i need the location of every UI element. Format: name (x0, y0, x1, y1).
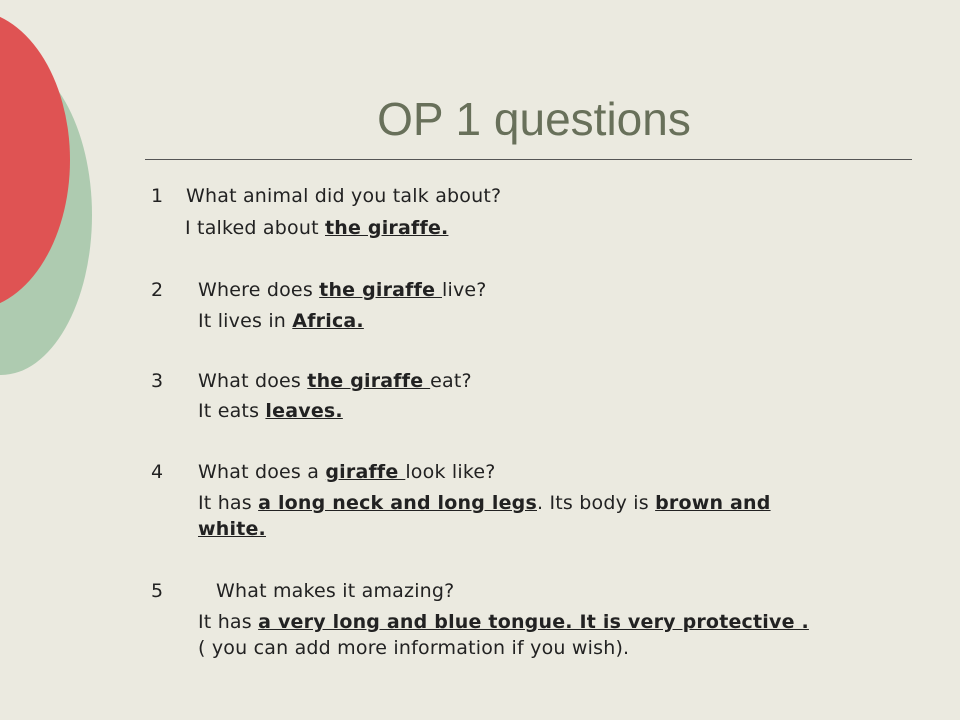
question-number: 4 (151, 461, 164, 483)
answer-5-continued: ( you can add more information if you wish). (198, 637, 630, 659)
answer-2 (198, 310, 364, 332)
question-text: What makes it amazing? (216, 580, 455, 602)
answer-text: I talked about (185, 217, 325, 239)
question-1 (151, 185, 502, 207)
question-number: 5 (151, 580, 164, 602)
question-number: 3 (151, 370, 164, 392)
answer-keyword: leaves. (265, 400, 343, 422)
answer-keyword: white. (198, 518, 266, 540)
question-2 (151, 279, 487, 301)
answer-text: It has (198, 492, 259, 514)
question-keyword: giraffe (325, 461, 406, 483)
answer-text: It lives in (198, 310, 293, 332)
answer-text: It eats (198, 400, 266, 422)
question-text: What animal did you talk about? (186, 185, 502, 207)
answer-keyword: a long neck and long legs (258, 492, 537, 514)
question-keyword: the giraffe (319, 279, 443, 301)
answer-keyword: a very long and blue tongue. It is very protective . (258, 611, 809, 633)
question-text: Where does the giraffe live? (198, 279, 487, 301)
answer-1 (185, 217, 448, 239)
answer-keyword: brown and (655, 492, 771, 514)
question-4 (151, 461, 496, 483)
answer-text: . Its body is (536, 492, 656, 514)
question-number: 1 (151, 185, 164, 207)
question-3 (151, 370, 472, 392)
question-5 (151, 580, 455, 602)
answer-3 (198, 400, 343, 422)
answer-text: It has (198, 611, 259, 633)
answer-keyword: the giraffe. (325, 217, 449, 239)
question-text: What does the giraffe eat? (198, 370, 472, 392)
answer-keyword: Africa. (292, 310, 364, 332)
question-number: 2 (151, 279, 164, 301)
answer-4 (198, 492, 771, 514)
answer-5 (198, 611, 809, 633)
title-divider (145, 159, 912, 160)
question-keyword: the giraffe (307, 370, 431, 392)
slide-title: OP 1 questions (377, 93, 691, 145)
answer-4-continued (198, 518, 266, 540)
question-text: What does a giraffe look like? (198, 461, 496, 483)
